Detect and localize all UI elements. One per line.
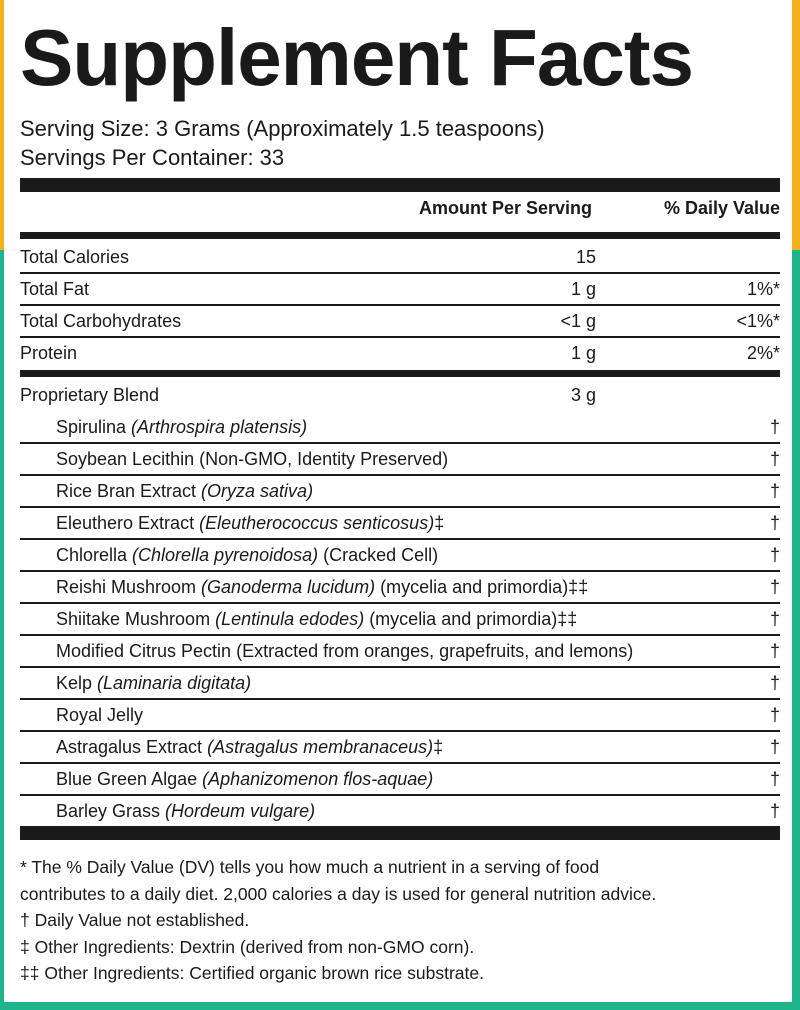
ingredient-name: [56, 764, 433, 794]
ingredient-common-name: Blue Green Algae: [56, 769, 203, 789]
nutrient-amount: 1 g: [570, 343, 596, 363]
ingredient-note: ‡: [433, 737, 444, 757]
ingredient-row: [20, 668, 780, 700]
ingredient-daily-value: †: [769, 545, 780, 565]
thick-divider-bottom: [20, 826, 780, 840]
ingredient-common-name: Soybean Lecithin (Non-GMO, Identity Preserved): [56, 449, 449, 469]
ingredient-name: [56, 604, 577, 634]
ingredient-name: [56, 636, 633, 666]
ingredient-latin-name: (Hordeum vulgare): [165, 801, 316, 821]
ingredient-name: [56, 508, 444, 538]
footnote-line: * The % Daily Value (DV) tells you how much a nutrient in a serving of food: [20, 857, 600, 877]
ingredient-row: [20, 540, 780, 572]
ingredient-row: [20, 476, 780, 508]
ingredient-daily-value: †: [769, 609, 780, 629]
ingredient-latin-name: (Ganoderma lucidum): [201, 577, 376, 597]
footnote-line: ‡ Other Ingredients: Dextrin (derived from non-GMO corn).: [20, 936, 475, 957]
nutrient-name: Total Fat: [20, 279, 90, 299]
medium-divider: [20, 232, 780, 239]
amount-per-serving-header: Amount Per Serving: [418, 198, 592, 218]
supplement-facts-panel: [4, 0, 792, 1002]
page-title: Supplement Facts: [20, 13, 694, 102]
ingredient-common-name: Barley Grass: [56, 801, 166, 821]
ingredient-name: [56, 540, 438, 570]
servings-per-container: Servings Per Container: 33: [20, 145, 285, 170]
footnote-line: † Daily Value not established.: [20, 910, 250, 930]
ingredient-row: [20, 764, 780, 796]
ingredient-name: [56, 572, 588, 602]
ingredient-latin-name: (Aphanizomenon flos-aquae): [202, 769, 434, 789]
ingredient-common-name: Reishi Mushroom: [56, 577, 202, 597]
ingredient-row: [20, 700, 780, 732]
ingredient-common-name: Kelp: [56, 673, 98, 693]
ingredient-note: ‡: [434, 513, 445, 533]
ingredient-row: [20, 604, 780, 636]
ingredient-row: [20, 796, 780, 826]
ingredient-row: [20, 636, 780, 668]
nutrient-row-protein: [20, 338, 780, 368]
footnote-line: ‡‡ Other Ingredients: Certified organic brown rice substrate.: [20, 963, 484, 983]
blend-name: Proprietary Blend: [20, 385, 160, 405]
ingredient-latin-name: (Laminaria digitata): [97, 673, 252, 693]
ingredient-latin-name: (Chlorella pyrenoidosa): [132, 545, 319, 565]
ingredient-common-name: Royal Jelly: [56, 705, 144, 725]
ingredient-daily-value: †: [769, 481, 780, 501]
ingredient-daily-value: †: [769, 705, 780, 725]
ingredient-common-name: Astragalus Extract: [56, 737, 208, 757]
ingredient-name: [56, 476, 313, 506]
nutrient-amount: 15: [575, 247, 596, 267]
ingredient-daily-value: †: [769, 513, 780, 533]
ingredient-name: [56, 412, 307, 442]
proprietary-blend-row: [20, 380, 780, 410]
ingredient-latin-name: (Oryza sativa): [201, 481, 314, 501]
ingredient-note: (mycelia and primordia)‡‡: [375, 577, 589, 597]
ingredient-name: [56, 796, 315, 826]
ingredient-common-name: Shiitake Mushroom: [56, 609, 216, 629]
ingredient-latin-name: (Lentinula edodes): [215, 609, 365, 629]
ingredient-row: [20, 444, 780, 476]
nutrient-daily-value: 2%*: [746, 343, 780, 363]
ingredient-name: [56, 700, 143, 730]
nutrient-amount: 1 g: [570, 279, 596, 299]
nutrient-amount: <1 g: [560, 311, 596, 331]
ingredient-common-name: Eleuthero Extract: [56, 513, 200, 533]
ingredient-note: (Cracked Cell): [318, 545, 439, 565]
ingredient-common-name: Rice Bran Extract: [56, 481, 202, 501]
nutrient-row-total-calories: [20, 242, 780, 274]
ingredient-latin-name: (Arthrospira platensis): [131, 417, 308, 437]
nutrient-name: Protein: [20, 343, 78, 363]
blend-amount: 3 g: [570, 385, 596, 405]
ingredient-latin-name: (Eleutherococcus senticosus): [199, 513, 435, 533]
thick-divider-top: [20, 178, 780, 192]
nutrient-daily-value: 1%*: [746, 279, 780, 299]
nutrient-name: Total Calories: [20, 247, 130, 267]
ingredient-row: [20, 572, 780, 604]
footnote-line: contributes to a daily diet. 2,000 calories a day is used for general nutrition advice.: [20, 883, 657, 904]
ingredient-common-name: Modified Citrus Pectin (Extracted from oranges, grapefruits, and lemons): [56, 641, 634, 661]
nutrient-row-total-fat: [20, 274, 780, 306]
ingredient-latin-name: (Astragalus membranaceus): [207, 737, 434, 757]
ingredient-daily-value: †: [769, 801, 780, 821]
ingredient-row: [20, 412, 780, 444]
daily-value-header: % Daily Value: [663, 198, 780, 218]
nutrient-name: Total Carbohydrates: [20, 311, 182, 331]
ingredient-row: [20, 732, 780, 764]
ingredient-daily-value: †: [769, 673, 780, 693]
ingredient-name: [56, 668, 251, 698]
ingredient-name: [56, 732, 443, 762]
nutrient-row-total-carbohydrates: [20, 306, 780, 338]
ingredient-daily-value: †: [769, 449, 780, 469]
serving-size: Serving Size: 3 Grams (Approximately 1.5 teaspoons): [20, 116, 545, 141]
ingredient-row: [20, 508, 780, 540]
ingredient-daily-value: †: [769, 737, 780, 757]
nutrient-daily-value: <1%*: [736, 311, 780, 331]
ingredient-common-name: Chlorella: [56, 545, 133, 565]
ingredient-name: [56, 444, 448, 474]
ingredient-common-name: Spirulina: [56, 417, 132, 437]
medium-divider: [20, 370, 780, 377]
ingredient-daily-value: †: [769, 417, 780, 437]
ingredient-daily-value: †: [769, 577, 780, 597]
ingredient-daily-value: †: [769, 769, 780, 789]
ingredient-note: (mycelia and primordia)‡‡: [364, 609, 578, 629]
ingredient-daily-value: †: [769, 641, 780, 661]
